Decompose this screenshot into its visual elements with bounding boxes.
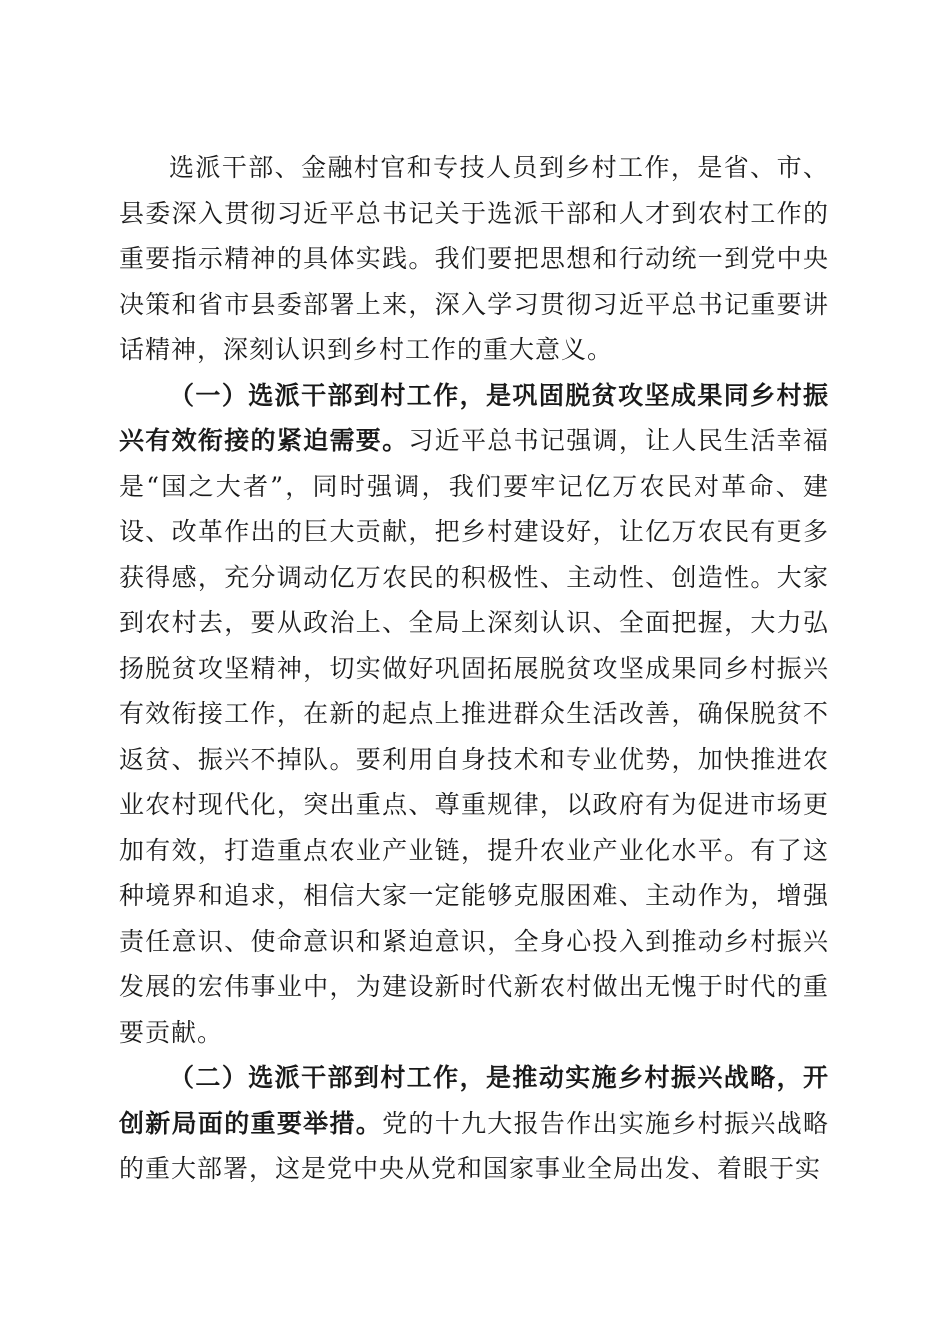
section-one-paragraph <box>119 373 829 1056</box>
section-two-body: 党的十九大报告作出实施乡村振兴战略的重大部署，这是党中央从党和国家事业全局出发、着眼于实 <box>119 1108 829 1183</box>
section-two-paragraph <box>119 1055 829 1192</box>
section-one-body: 习近平总书记强调，让人民生活幸福是“国之大者”，同时强调，我们要牢记亿万农民对革命、建设、改革作出的巨大贡献，把乡村建设好，让亿万农民有更多获得感，充分调动亿万农民的积极性、主动性、创造性。大家到农村去，要从政治上、全局上深刻认识、全面把握，大力弘扬脱贫攻坚精神，切实做好巩固拓展脱贫攻坚成果同乡村振兴有效衔接工作，在新的起点上推进群众生活改善，确保脱贫不返贫、振兴不掉队。要利用自身技术和专业优势，加快推进农业农村现代化，突出重点、尊重规律，以政府有为促进市场更加有效，打造重点农业产业链，提升农业产业化水平。有了这种境界和追求，相信大家一定能够克服困难、主动作为，增强责任意识、使命意识和紧迫意识，全身心投入到推动乡村振兴发展的宏伟事业中，为建设新时代新农村做出无愧于时代的重要贡献。 <box>119 426 829 1047</box>
section-two-heading: （二）选派干部到村工作，是推动实施乡村振兴战略，开创新局面的重要举措。 <box>119 1063 829 1138</box>
intro-paragraph <box>119 145 829 373</box>
section-one-heading: （一）选派干部到村工作，是巩固脱贫攻坚成果同乡村振兴有效衔接的紧迫需要。 <box>119 380 829 455</box>
intro-paragraph-text: 选派干部、金融村官和专技人员到乡村工作，是省、市、县委深入贯彻习近平总书记关于选派干部和人才到农村工作的重要指示精神的具体实践。我们要把思想和行动统一到党中央决策和省市县委部署上来，深入学习贯彻习近平总书记重要讲话精神，深刻认识到乡村工作的重大意义。 <box>119 153 829 364</box>
document-body <box>119 145 829 1192</box>
